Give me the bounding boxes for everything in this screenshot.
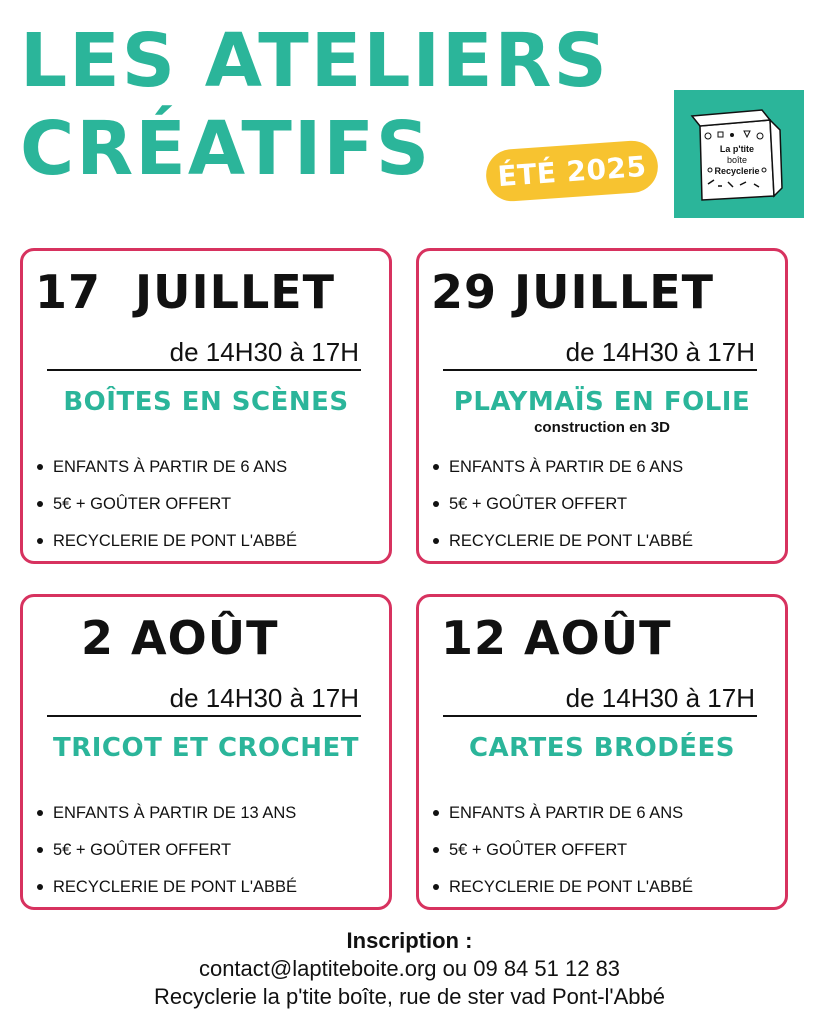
workshop-details <box>37 455 297 566</box>
workshop-time: de 14H30 à 17H <box>565 337 755 367</box>
detail-location: RECYCLERIE DE PONT L'ABBÉ <box>37 875 297 912</box>
workshop-time: de 14H30 à 17H <box>169 337 359 367</box>
divider <box>443 369 757 371</box>
registration-heading: Inscription : <box>346 928 473 953</box>
detail-age: ENFANTS À PARTIR DE 6 ANS <box>433 455 693 492</box>
detail-price: 5€ + GOÛTER OFFERT <box>433 492 693 529</box>
workshop-details <box>433 455 693 566</box>
detail-age: ENFANTS À PARTIR DE 6 ANS <box>433 801 693 838</box>
detail-age: ENFANTS À PARTIR DE 13 ANS <box>37 801 297 838</box>
detail-price: 5€ + GOÛTER OFFERT <box>37 838 297 875</box>
workshop-details <box>37 801 297 912</box>
svg-text:Recyclerie: Recyclerie <box>714 166 760 176</box>
detail-price: 5€ + GOÛTER OFFERT <box>37 492 297 529</box>
svg-text:La p'tite: La p'tite <box>719 144 755 154</box>
registration-contact: contact@laptiteboite.org ou 09 84 51 12 83 <box>198 956 621 981</box>
workshop-subtitle: construction en 3D <box>534 419 670 436</box>
detail-location: RECYCLERIE DE PONT L'ABBÉ <box>37 529 297 566</box>
svg-text:boîte: boîte <box>726 155 748 165</box>
divider <box>47 715 361 717</box>
workshop-time: de 14H30 à 17H <box>169 683 359 713</box>
detail-price: 5€ + GOÛTER OFFERT <box>433 838 693 875</box>
registration-address: Recyclerie la p'tite boîte, rue de ster vad Pont-l'Abbé <box>153 984 665 1009</box>
workshop-card <box>20 248 392 564</box>
workshop-time: de 14H30 à 17H <box>565 683 755 713</box>
divider <box>47 369 361 371</box>
workshop-details <box>433 801 693 912</box>
workshop-activity: PLAYMAÏS EN FOLIE <box>453 387 751 417</box>
workshop-date: 2 AOÛT <box>81 611 279 665</box>
workshop-card <box>20 594 392 910</box>
page-title-line1: LES ATELIERS <box>20 18 609 104</box>
detail-age: ENFANTS À PARTIR DE 6 ANS <box>37 455 297 492</box>
divider <box>443 715 757 717</box>
page-title-line2: CRÉATIFS <box>20 106 432 192</box>
workshop-date: 17 JUILLET <box>35 265 336 319</box>
workshop-date: 29 JUILLET <box>431 265 715 319</box>
season-badge: ÉTÉ 2025 <box>484 139 659 203</box>
detail-location: RECYCLERIE DE PONT L'ABBÉ <box>433 529 693 566</box>
detail-location: RECYCLERIE DE PONT L'ABBÉ <box>433 875 693 912</box>
workshop-activity: TRICOT ET CROCHET <box>53 733 359 763</box>
workshop-activity: BOÎTES EN SCÈNES <box>63 387 349 417</box>
workshop-date: 12 AOÛT <box>441 611 672 665</box>
workshop-activity: CARTES BRODÉES <box>468 733 736 763</box>
recyclerie-logo <box>674 90 804 218</box>
workshop-card <box>416 248 788 564</box>
workshop-card <box>416 594 788 910</box>
